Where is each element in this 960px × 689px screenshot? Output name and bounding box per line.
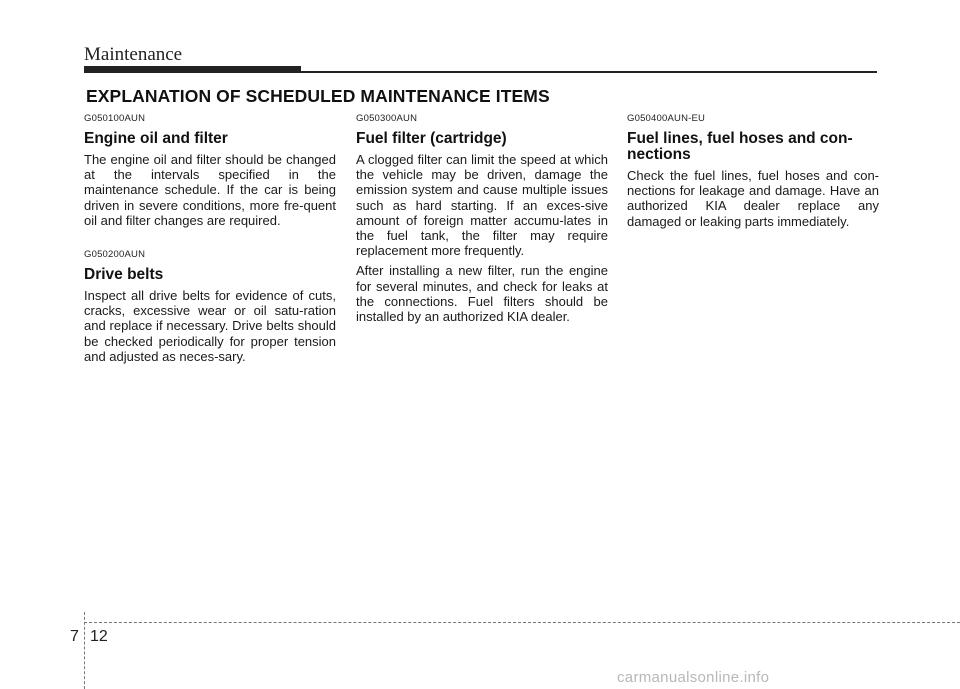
footer-divider — [84, 612, 85, 689]
item-paragraph: A clogged filter can limit the speed at which the vehicle may be driven, damage the emission system and cause multiple issues such as hard starting. If an exces-sive amount of foreign matter accumu-lates in the fuel tank, the filter may require replacement more frequently. — [356, 152, 608, 259]
item-heading: Fuel filter (cartridge) — [356, 130, 507, 147]
section-title: EXPLANATION OF SCHEDULED MAINTENANCE ITEMS — [86, 86, 550, 106]
block-gap — [84, 233, 336, 249]
chapter-title: Maintenance — [84, 44, 183, 65]
item-fuel-filter — [356, 113, 608, 324]
item-fuel-lines — [627, 113, 879, 229]
item-code: G050300AUN — [356, 113, 418, 124]
item-paragraph: The engine oil and filter should be changed at the intervals specified in the maintenance schedule. If the car is being driven in severe conditions, more fre-quent oil and filter changes are required. — [84, 152, 336, 228]
item-heading: Drive belts — [84, 266, 164, 284]
header-rule-thin — [301, 71, 877, 73]
item-code: G050200AUN — [84, 249, 146, 261]
item-code: G050100AUN — [84, 113, 146, 124]
item-drive-belts — [84, 249, 336, 364]
footer-rule — [84, 622, 960, 623]
chapter-number: 7 — [70, 628, 79, 645]
item-paragraph: After installing a new filter, run the engine for several minutes, and check for leaks at the connections. Fuel filters should be installed by an authorized KIA dealer. — [356, 263, 608, 325]
item-heading: Engine oil and filter — [84, 130, 228, 147]
watermark: carmanualsonline.info — [617, 669, 770, 686]
column-3 — [627, 113, 879, 234]
column-1 — [84, 113, 336, 369]
item-code: G050400AUN-EU — [627, 113, 706, 124]
item-heading: Fuel lines, fuel hoses and con-nections — [627, 130, 853, 163]
item-paragraph: Inspect all drive belts for evidence of cuts, cracks, excessive wear or oil satu-ration and replace if necessary. Drive belts should be checked periodically for proper tension and adjusted as neces-sary. — [84, 288, 336, 364]
column-2 — [356, 113, 608, 329]
header-rule-thick — [84, 66, 301, 73]
page-number: 12 — [90, 628, 108, 645]
item-paragraph: Check the fuel lines, fuel hoses and con-nections for leakage and damage. Have an authorized KIA dealer replace any damaged or leaking parts immediately. — [627, 168, 879, 229]
item-engine-oil — [84, 113, 336, 228]
